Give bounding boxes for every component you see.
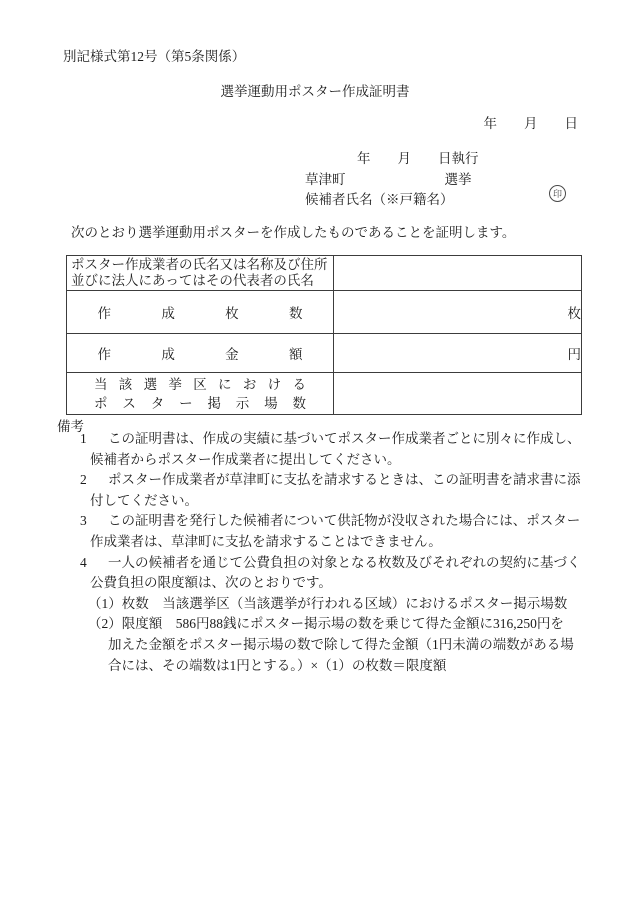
certification-statement: 次のとおり選挙運動用ポスターを作成したものであることを証明します。 <box>71 225 516 240</box>
issue-date-line: 年 月 日 <box>483 116 578 131</box>
unit-label-sheets: 枚 <box>567 306 581 321</box>
sub-item-number-1: （1） <box>88 595 122 611</box>
note-2-line-1: ポスター作成業者が草津町に支払を請求するときは、この証明書を請求書に添 <box>108 472 581 488</box>
sub-item-2-line-1: 限度額 586円88銭にポスター掲示場の数を乗じて得た金額に316,250円を <box>121 616 564 632</box>
sub-item-2-line-3: 合には、その端数は1円とする。）×（1）の枚数＝限度額 <box>108 657 447 673</box>
display-sites-value-cell <box>334 373 582 415</box>
note-number-4: 4 <box>80 554 87 570</box>
maker-name-label-line-1: ポスター作成業者の氏名又は名称及び住所 <box>71 257 328 272</box>
note-4-sub-item-2 <box>0 614 600 635</box>
election-name-line <box>305 168 472 188</box>
note-number-2: 2 <box>80 472 87 488</box>
sheet-count-label: 作 成 枚 数 <box>97 306 303 321</box>
display-sites-label-line-2: ポ ス タ ー 掲 示 場 数 <box>94 395 306 411</box>
unit-label-yen: 円 <box>567 347 581 362</box>
note-item-2 <box>0 470 600 491</box>
election-suffix: 選挙 <box>444 172 472 187</box>
maker-name-label-line-2: 並びに法人にあってはその代表者の氏名 <box>71 273 314 288</box>
table-row-maker-name <box>67 256 582 291</box>
row-label-cell <box>67 334 334 373</box>
certificate-table <box>66 255 582 415</box>
row-label-cell <box>67 291 334 334</box>
notes-heading: 備考 <box>57 419 84 434</box>
table-row-display-sites <box>67 373 582 415</box>
maker-name-value-cell <box>334 256 582 291</box>
note-1-line-2: 候補者からポスター作成業者に提出してください。 <box>90 451 401 467</box>
note-3-line-1: この証明書を発行した候補者について供託物が没収された場合には、ポスター <box>108 513 581 529</box>
note-number-3: 3 <box>80 513 87 529</box>
form-number: 別記様式第12号（第5条関係） <box>63 49 246 64</box>
note-item-3 <box>0 511 600 532</box>
note-1-line-1: この証明書は、作成の実績に基づいてポスター作成業者ごとに別々に作成し、 <box>108 431 581 446</box>
note-number-1: 1 <box>80 431 87 446</box>
row-label-cell <box>67 373 334 415</box>
candidate-name-label: 候補者氏名（※戸籍名） <box>305 192 454 207</box>
page-title: 選挙運動用ポスター作成証明書 <box>220 84 410 99</box>
display-sites-label-line-1: 当 該 選 挙 区 に お け る <box>94 376 306 392</box>
amount-value-cell <box>334 334 582 373</box>
sheet-count-value-cell <box>334 291 582 334</box>
sub-item-2-line-2: 加えた金額をポスター掲示場の数で除して得た金額（1円未満の端数がある場 <box>108 636 574 652</box>
note-3-line-2: 作成業者は、草津町に支払を請求することはできません。 <box>90 533 442 549</box>
municipality-name: 草津町 <box>305 172 346 187</box>
amount-label: 作 成 金 額 <box>97 347 303 362</box>
note-2-line-2: 付してください。 <box>90 492 198 508</box>
table-row-sheet-count <box>67 291 582 334</box>
note-item-1 <box>0 429 600 450</box>
table-row-amount <box>67 334 582 373</box>
note-item-4 <box>0 553 600 574</box>
note-4-line-2: 公費負担の限度額は、次のとおりです。 <box>90 575 332 591</box>
note-4-line-1: 一人の候補者を通じて公費負担の対象となる枚数及びそれぞれの契約に基づく <box>108 554 581 570</box>
election-execution-date-line: 年 月 日執行 <box>357 151 479 166</box>
sub-item-number-2: （2） <box>88 616 122 632</box>
row-label-cell <box>67 256 334 291</box>
seal-stamp-icon: 印 <box>549 185 566 202</box>
sub-item-1-line-1: 枚数 当該選挙区（当該選挙が行われる区域）におけるポスター掲示場数 <box>121 595 568 611</box>
notes-list <box>0 429 600 676</box>
note-4-sub-item-1 <box>0 594 600 615</box>
